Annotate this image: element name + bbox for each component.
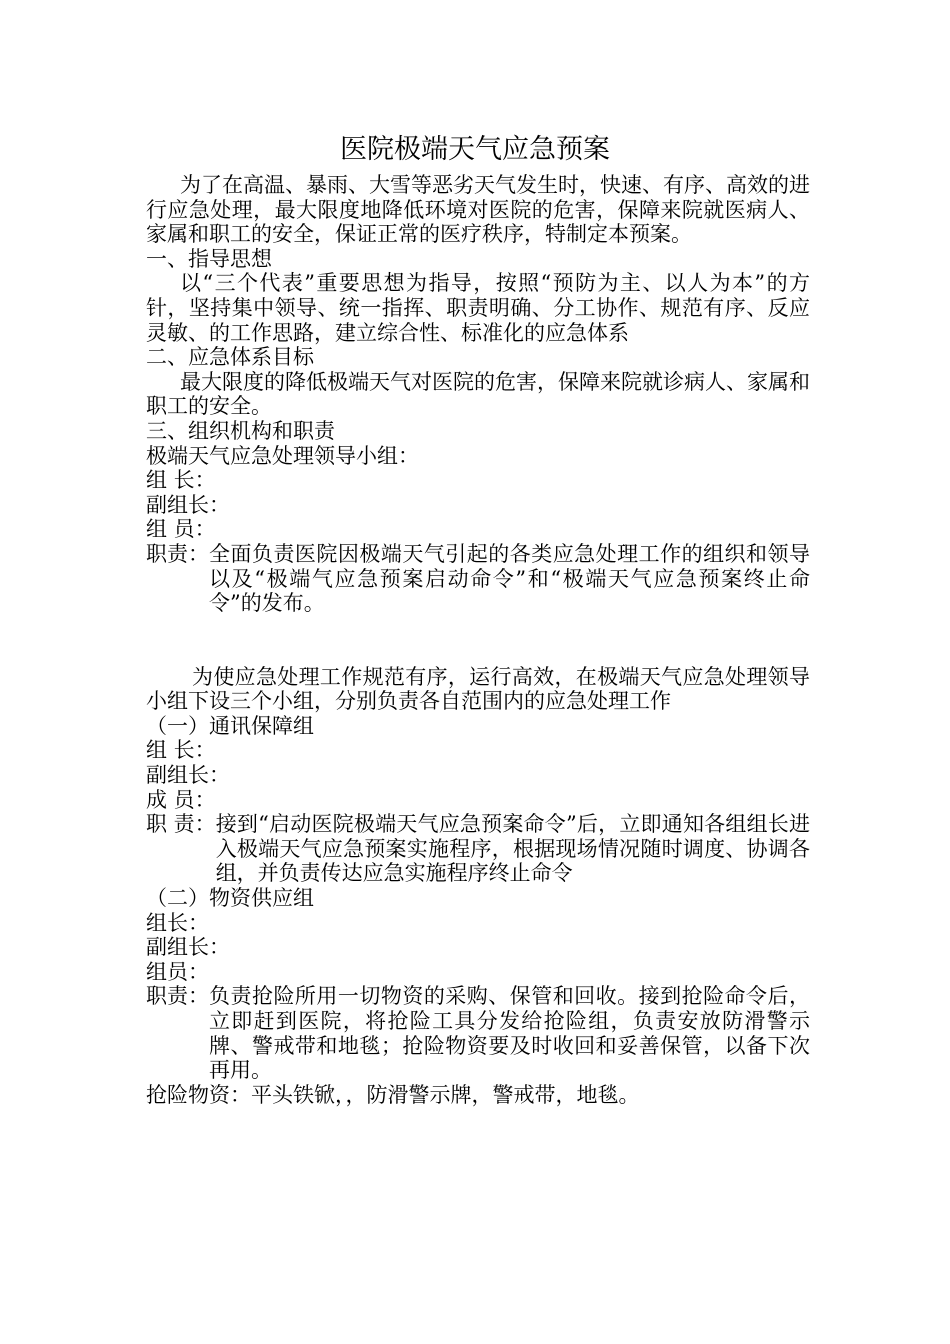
duty-text: 全面负责医院因极端天气引起的各类应急处理工作的组织和领导以及“极端气应急预案启动命令”和“极端天气应急预案终止命令”的发布。 [209, 541, 810, 616]
leading-group-members: 组 员： [146, 517, 216, 542]
duty-label: 职责： [146, 984, 209, 1009]
emergency-supplies-list: 抢险物资：平头铁锨，，防滑警示牌，警戒带，地毯。 [146, 1082, 640, 1107]
leading-group-deputy: 副组长： [146, 492, 230, 517]
leading-group-duty [146, 542, 810, 616]
document-title: 医院极端天气应急预案 [340, 134, 610, 165]
communication-group-deputy: 副组长： [146, 763, 230, 788]
duty-label: 职责： [146, 541, 209, 566]
system-goal-paragraph: 最大限度的降低极端天气对医院的危害，保障来院就诊病人、家属和职工的安全。 [146, 369, 810, 419]
leading-group-leader: 组 长： [146, 468, 216, 493]
guiding-ideology-paragraph: 以“三个代表”重要思想为指导，按照“预防为主、以人为本”的方针，坚持集中领导、统一指挥、职责明确、分工协作、规范有序、反应灵敏、的工作思路，建立综合性、标准化的应急体系 [146, 271, 810, 345]
document-body [146, 173, 810, 1107]
supplies-group-leader: 组长： [146, 910, 209, 935]
group-heading-communication: （一）通讯保障组 [146, 713, 314, 738]
duty-text: 负责抢险所用一切物资的采购、保管和回收。接到抢险命令后，立即赶到医院，将抢险工具分发给抢险组，负责安放防滑警示牌、警戒带和地毯；抢险物资要及时收回和妥善保管，以备下次再用。 [209, 984, 810, 1083]
section-heading-guiding-ideology: 一、指导思想 [146, 246, 272, 271]
supplies-group-deputy: 副组长： [146, 935, 230, 960]
supplies-group-members: 组员： [146, 959, 209, 984]
communication-group-members: 成 员： [146, 787, 216, 812]
group-heading-supplies: （二）物资供应组 [146, 886, 314, 911]
section-heading-system-goal: 二、应急体系目标 [146, 345, 314, 370]
blank-space [146, 616, 810, 665]
communication-group-duty [146, 812, 810, 886]
communication-group-leader: 组 长： [146, 738, 216, 763]
section-heading-organization: 三、组织机构和职责 [146, 418, 335, 443]
subgroups-intro-paragraph: 为使应急处理工作规范有序，运行高效，在极端天气应急处理领导小组下设三个小组，分别负责各自范围内的应急处理工作 [146, 664, 810, 714]
supplies-group-duty [146, 984, 810, 1082]
duty-text: 接到“启动医院极端天气应急预案命令”后，立即通知各组组长进入极端天气应急预案实施程序，根据现场情况随时调度、协调各组，并负责传达应急实施程序终止命令 [215, 812, 810, 886]
intro-paragraph: 为了在高温、暴雨、大雪等恶劣天气发生时，快速、有序、高效的进行应急处理，最大限度地降低环境对医院的危害，保障来院就医病人、家属和职工的安全，保证正常的医疗秩序，特制定本预案。 [146, 173, 810, 247]
duty-label: 职 责： [146, 812, 216, 837]
leading-group-title: 极端天气应急处理领导小组： [146, 443, 419, 468]
